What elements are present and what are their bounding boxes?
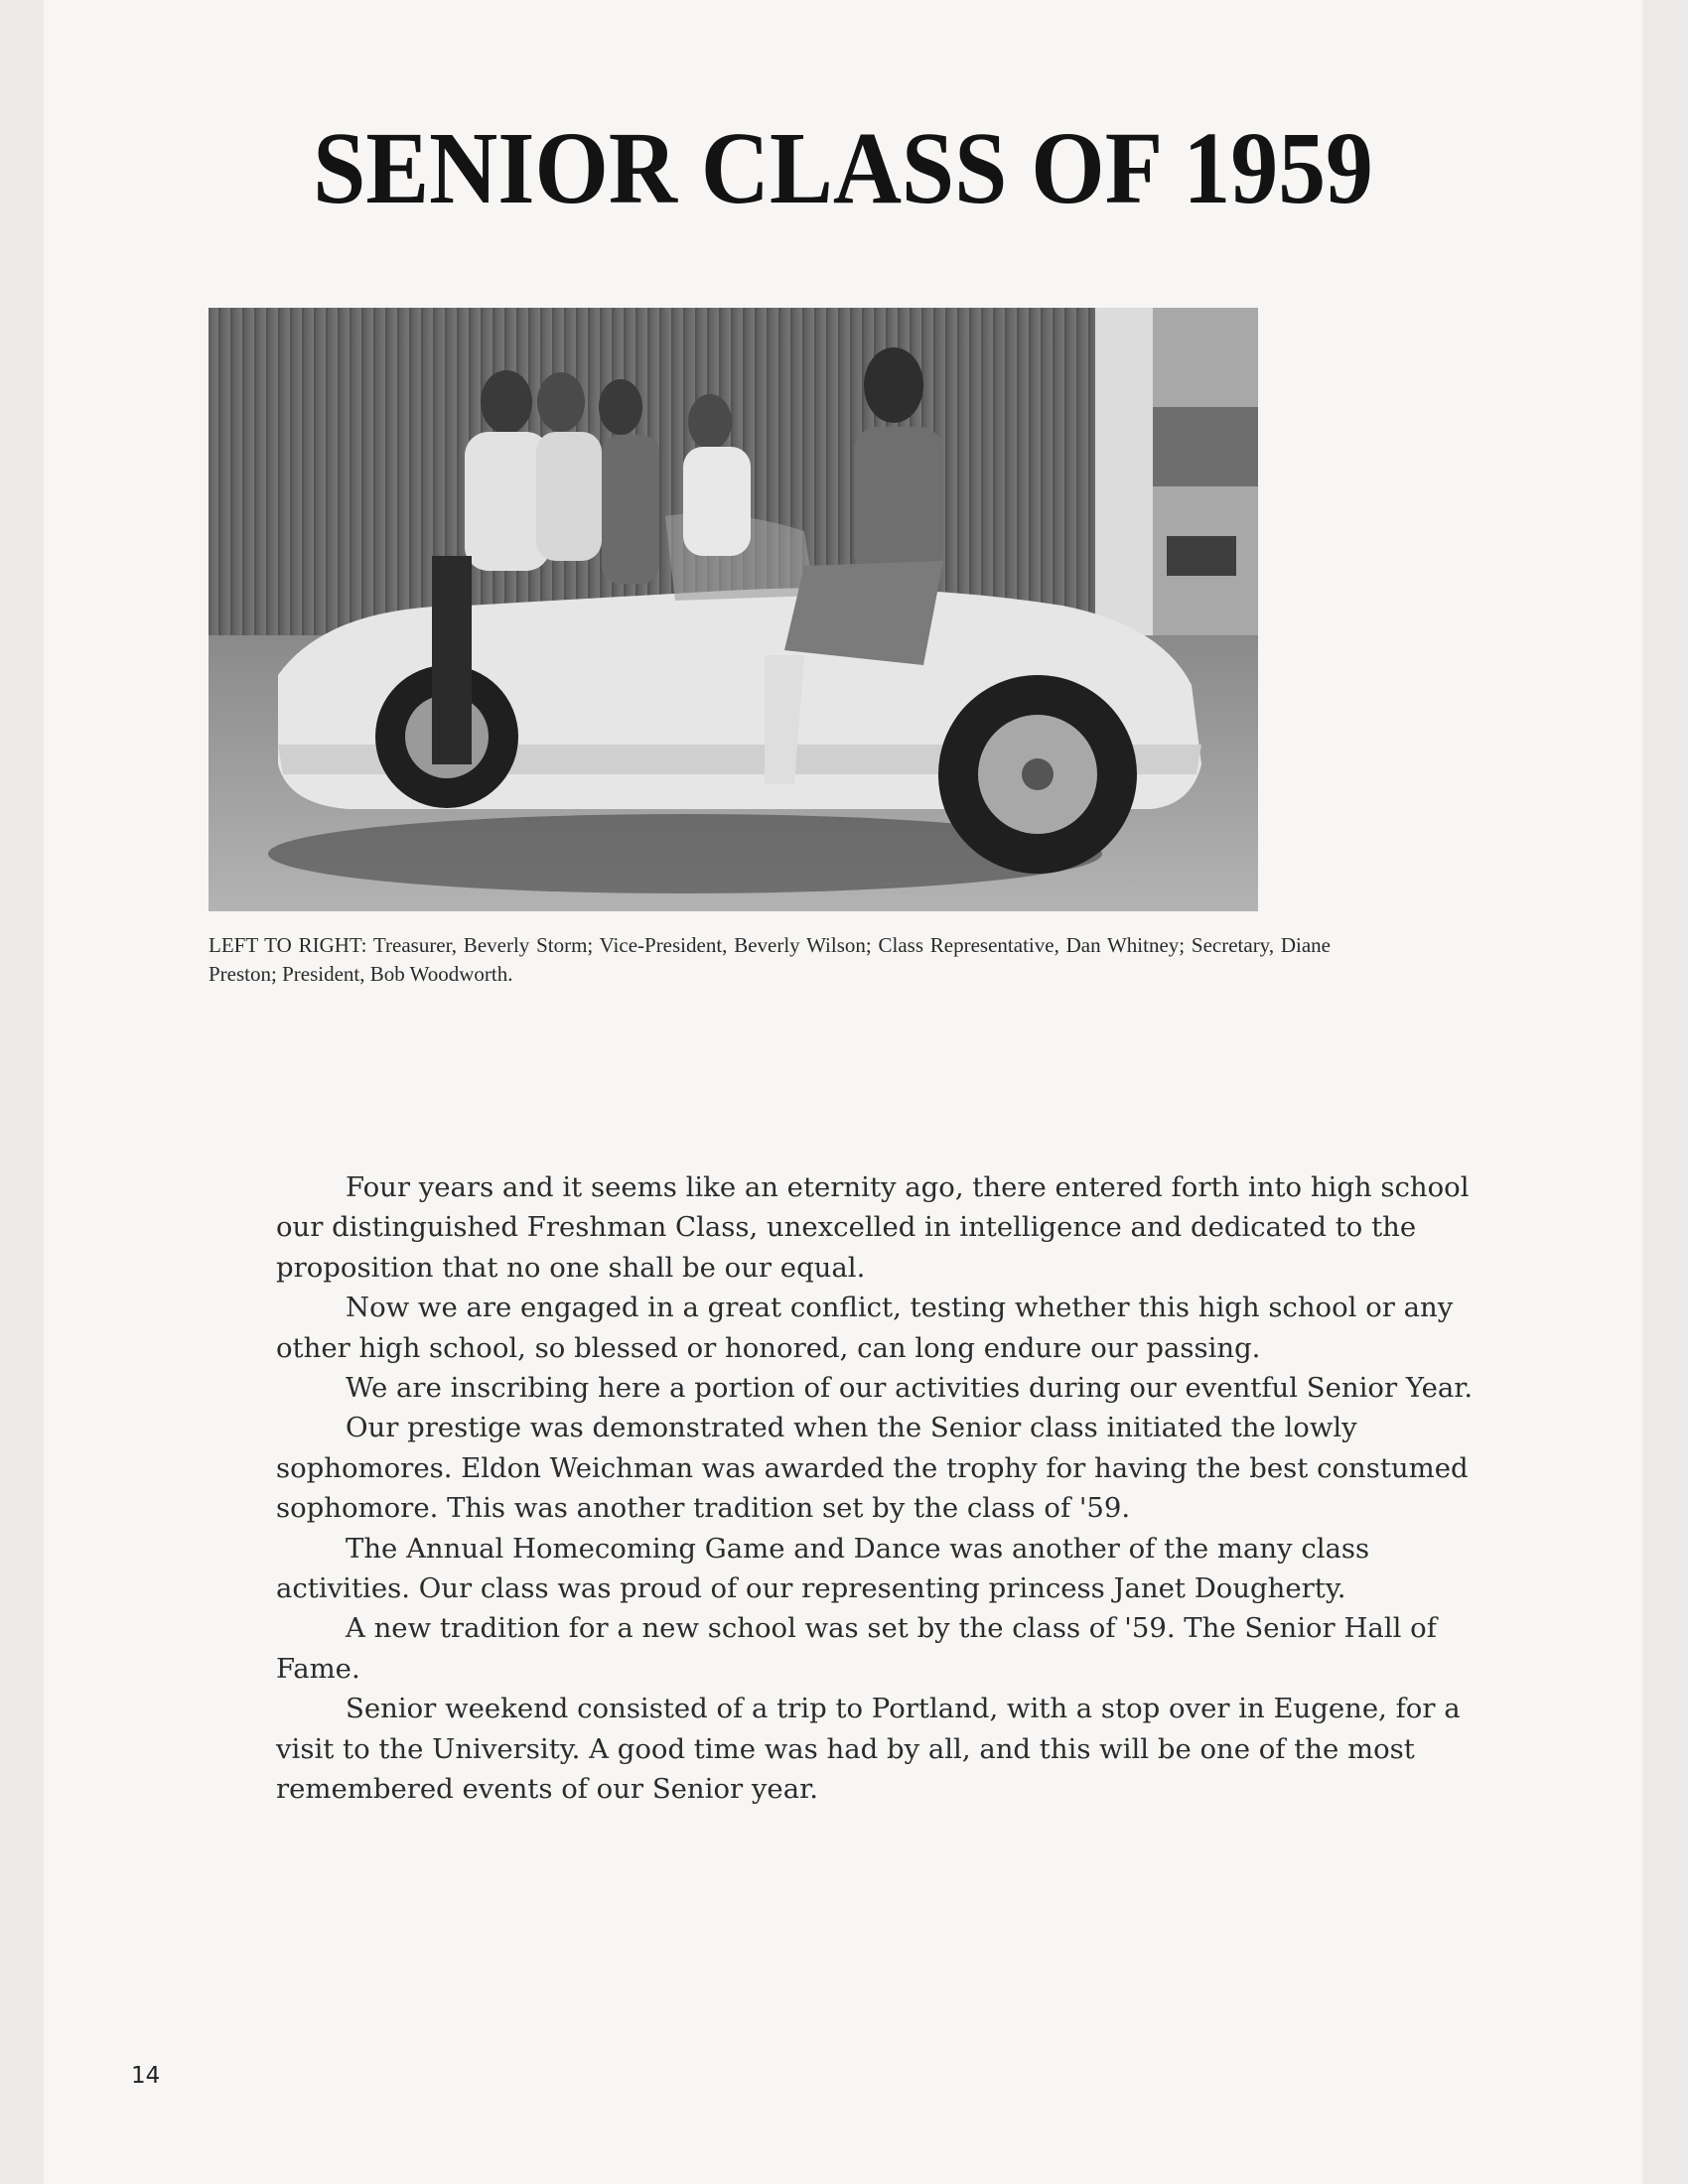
paragraph-homecoming: The Annual Homecoming Game and Dance was another of the many class activities. Our class was proud of our representing princess Janet Dougherty. [276,1532,1370,1605]
paragraph-sophomores: Our prestige was demonstrated when the Senior class initiated the lowly sophomores. Eldon Weichman was awarded the trophy for having the best constumed sophomore. This was another tradition set by the class of '59. [276,1412,1469,1525]
paragraph-conflict: Now we are engaged in a great conflict, testing whether this high school or any other high school, so blessed or honored, can long endure our passing. [276,1292,1454,1364]
paragraph-freshman: Four years and it seems like an eternity ago, there entered forth into high school our distinguished Freshman Class, unexcelled in intelligence and dedicated to the proposition that no one shall be our equal. [276,1171,1470,1284]
paragraph-activities: We are inscribing here a portion of our activities during our eventful Senior Year. [346,1372,1474,1405]
class-officers-photo [209,308,1258,911]
article-body [276,1167,1479,1810]
photo-caption: LEFT TO RIGHT: Treasurer, Beverly Storm; Vice-President, Beverly Wilson; Class Representative, Dan Whitney; Secretary, Diane Preston; President, Bob Woodworth. [209,933,1331,986]
page-number: 14 [131,2063,161,2089]
paragraph-senior-weekend: Senior weekend consisted of a trip to Portland, with a stop over in Eugene, for a visit to the University. A good time was had by all, and this will be one of the most remembered events of our Senior year. [276,1693,1461,1806]
page-title: SENIOR CLASS OF 1959 [313,111,1373,225]
paragraph-hall-of-fame: A new tradition for a new school was set by the class of '59. The Senior Hall of Fame. [276,1612,1437,1685]
yearbook-page [44,0,1642,2184]
